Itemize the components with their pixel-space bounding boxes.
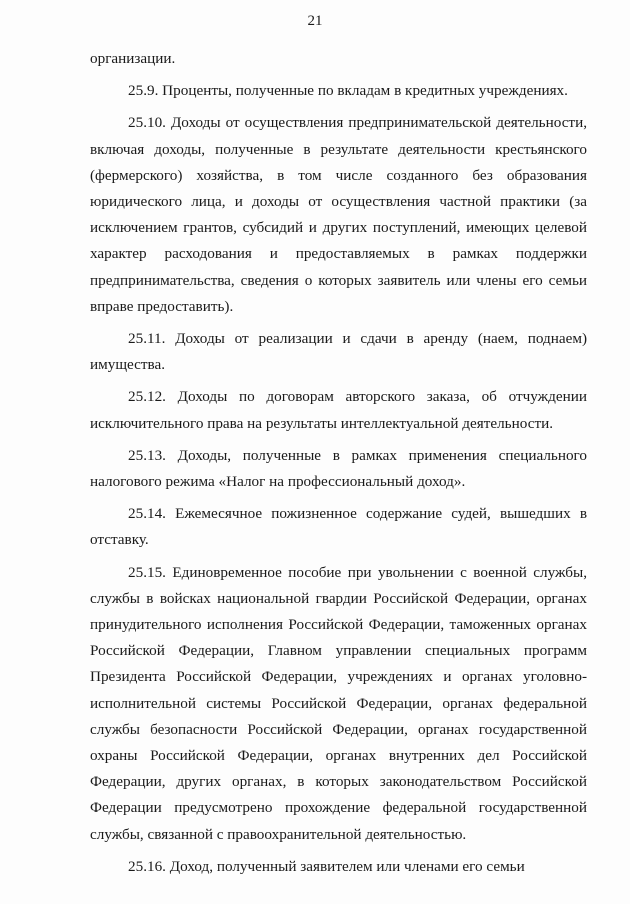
paragraph-continuation: организации. bbox=[90, 50, 176, 67]
paragraph-25-12: 25.12. Доходы по договорам авторского заказа, об отчуждении исключительного права на результаты интеллектуальной деятельности. bbox=[90, 388, 587, 432]
paragraph-25-9: 25.9. Проценты, полученные по вкладам в кредитных учреждениях. bbox=[128, 82, 568, 100]
page-number: 21 bbox=[307, 13, 323, 29]
paragraph-25-13: 25.13. Доходы, полученные в рамках применения специального налогового режима «Налог на профессиональный доход». bbox=[90, 446, 587, 491]
document-body bbox=[90, 46, 587, 880]
paragraph-25-15: 25.15. Единовременное пособие при увольнении с военной службы, службы в войсках национальной гвардии Российской Федерации, органах принудительного исполнения Российской Федерации, таможенных органах Российской Федерации, Главном управлении специальных программ Президента Российской Федерации, учреждениях и органах уголовно-исполнительной системы Российской Федерации, органах федеральной службы безопасности Российской Федерации, органах государственной охраны Российской Федерации, органах внутренних дел Российской Федерации, других органах, в которых законодательством Российской Федерации предусмотрено прохождение федеральной государственной службы, связанной с правоохранительной деятельностью. bbox=[90, 563, 587, 843]
paragraph-25-14: 25.14. Ежемесячное пожизненное содержание судей, вышедших в отставку. bbox=[90, 505, 587, 549]
paragraph-25-16: 25.16. Доход, полученный заявителем или членами его семьи bbox=[128, 857, 525, 875]
paragraph-25-10: 25.10. Доходы от осуществления предпринимательской деятельности, включая доходы, полученные в результате деятельности крестьянского (фермерского) хозяйства, в том числе созданного без образования юридического лица, и доходы от осуществления частной практики (за исключением грантов, субсидий и других поступлений, имеющих целевой характер расходования и предоставляемых в рамках поддержки предпринимательства, сведения о которых заявитель или члены его семьи вправе предоставить). bbox=[90, 114, 587, 315]
paragraph-25-11: 25.11. Доходы от реализации и сдачи в аренду (наем, поднаем) имущества. bbox=[90, 330, 587, 374]
